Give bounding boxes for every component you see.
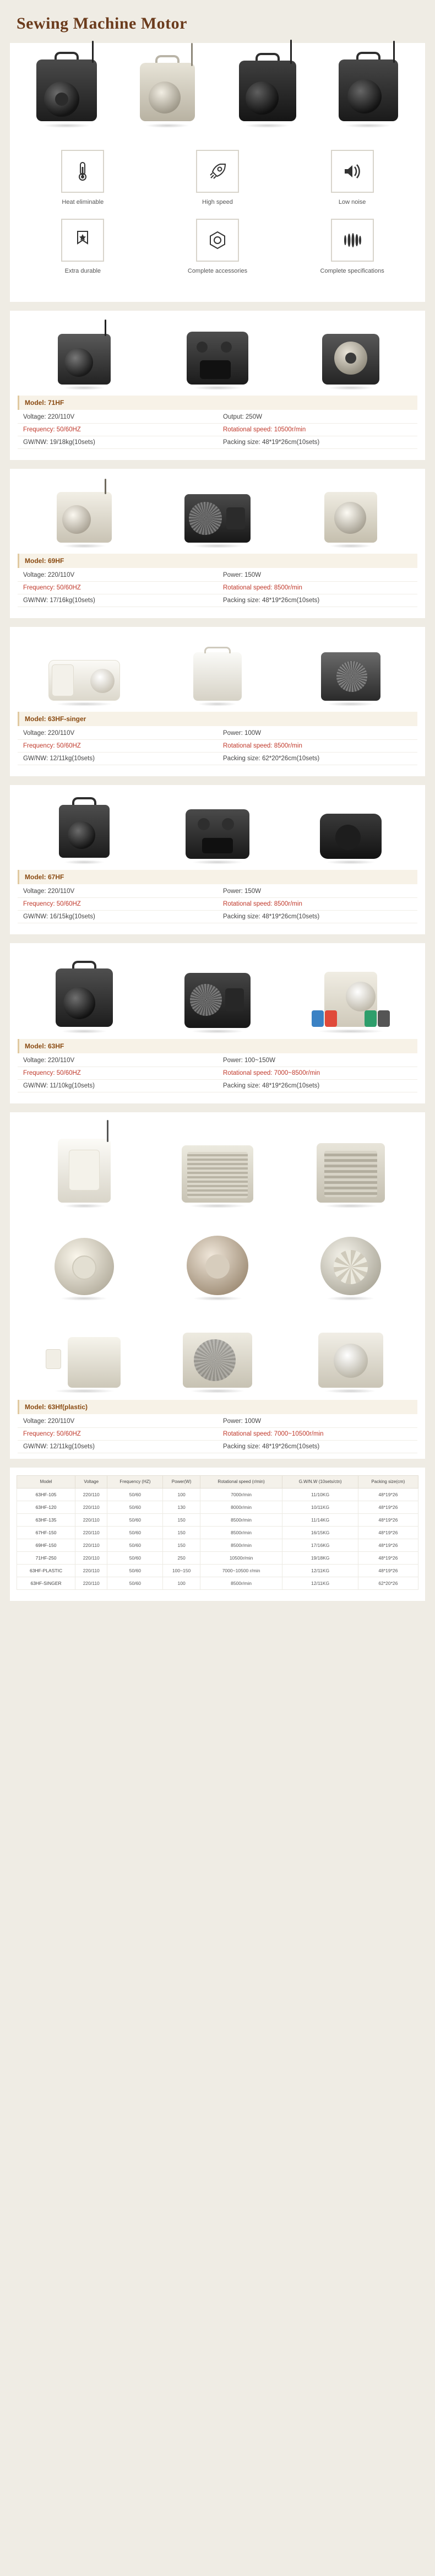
product-image xyxy=(168,795,267,861)
product-image xyxy=(160,1122,275,1205)
feature-label: High speed xyxy=(202,199,233,205)
spec-cell: Rotational speed: 8500r/min xyxy=(218,739,417,752)
spec-cell: Packing size: 48*19*26cm(10sets) xyxy=(218,1079,417,1092)
spec-cell: Packing size: 62*20*26cm(10sets) xyxy=(218,752,417,765)
spec-cell: Frequency: 50/60HZ xyxy=(18,897,218,910)
cell: 100 xyxy=(163,1577,200,1589)
product-image xyxy=(301,321,400,387)
feature-row-2 xyxy=(15,219,420,275)
product-image xyxy=(168,953,267,1030)
cell: 7000~10500 r/min xyxy=(200,1564,282,1577)
product-image xyxy=(26,1122,142,1205)
table-row xyxy=(18,1415,417,1428)
spec-cell: Power: 150W xyxy=(218,885,417,898)
page-header xyxy=(0,0,435,43)
product-image xyxy=(293,1307,409,1390)
spec-cell: Rotational speed: 8500r/min xyxy=(218,897,417,910)
cell: 48*19*26 xyxy=(358,1488,418,1501)
product-image xyxy=(35,637,134,703)
spec-cell: Voltage: 220/110V xyxy=(18,569,218,582)
cell: 50/60 xyxy=(107,1564,163,1577)
table-row xyxy=(18,897,417,910)
cell: 48*19*26 xyxy=(358,1551,418,1564)
hero-motor-1 xyxy=(25,53,108,125)
table-row xyxy=(18,739,417,752)
cell: 48*19*26 xyxy=(358,1539,418,1551)
spec-cell: Packing size: 48*19*26cm(10sets) xyxy=(218,1440,417,1453)
col-model: Model xyxy=(17,1475,75,1488)
table-row xyxy=(18,1054,417,1067)
hero-banner xyxy=(10,43,425,138)
spec-cell: Packing size: 48*19*26cm(10sets) xyxy=(218,594,417,607)
table-row xyxy=(18,569,417,582)
col-weight: G.W/N.W (10sets/ctn) xyxy=(282,1475,358,1488)
thermometer-icon xyxy=(61,150,104,193)
product-spec-table xyxy=(18,569,417,607)
table-row xyxy=(18,752,417,765)
spec-cell: Power: 100~150W xyxy=(218,1054,417,1067)
product-image xyxy=(35,953,134,1030)
gallery-row-2 xyxy=(18,1215,417,1297)
cell: 220/110 xyxy=(75,1513,107,1526)
col-power: Power(W) xyxy=(163,1475,200,1488)
cell: 220/110 xyxy=(75,1539,107,1551)
table-row xyxy=(18,1427,417,1440)
cell: 220/110 xyxy=(75,1551,107,1564)
feature-list xyxy=(10,138,425,302)
hero-motor-3 xyxy=(226,53,309,125)
spec-cell: Frequency: 50/60HZ xyxy=(18,423,218,436)
cell: 130 xyxy=(163,1501,200,1513)
cell: 7000r/min xyxy=(200,1488,282,1501)
product-image xyxy=(301,637,400,703)
cell: 48*19*26 xyxy=(358,1513,418,1526)
cell: 50/60 xyxy=(107,1551,163,1564)
product-images xyxy=(18,479,417,545)
table-row xyxy=(17,1488,418,1501)
table-row xyxy=(18,1079,417,1092)
product-image xyxy=(301,953,400,1030)
spec-cell: GW/NW: 11/10kg(10sets) xyxy=(18,1079,218,1092)
product-image xyxy=(293,1122,409,1205)
table-row xyxy=(18,910,417,923)
product-image xyxy=(26,1215,142,1297)
cell: 48*19*26 xyxy=(358,1501,418,1513)
cell: 8500r/min xyxy=(200,1513,282,1526)
cell: 10/11KG xyxy=(282,1501,358,1513)
table-row xyxy=(18,1440,417,1453)
cell: 11/14KG xyxy=(282,1513,358,1526)
product-model: Model: 69HF xyxy=(18,554,417,568)
table-row xyxy=(18,581,417,594)
cell: 10500r/min xyxy=(200,1551,282,1564)
spec-cell: Power: 150W xyxy=(218,569,417,582)
feature-label: Low noise xyxy=(338,199,366,205)
product-image xyxy=(35,795,134,861)
product-model: Model: 63Hf(plastic) xyxy=(18,1400,417,1414)
cell: 62*20*26 xyxy=(358,1577,418,1589)
product-spec-table xyxy=(18,1415,417,1453)
product-block-63hf-plastic xyxy=(10,1112,425,1459)
table-row xyxy=(17,1539,418,1551)
cell: 220/110 xyxy=(75,1488,107,1501)
product-block-69hf xyxy=(10,469,425,618)
speaker-mute-icon xyxy=(331,150,374,193)
spec-cell: Voltage: 220/110V xyxy=(18,1054,218,1067)
col-packing-size: Packing size(cm) xyxy=(358,1475,418,1488)
table-row xyxy=(18,727,417,740)
feature-label: Complete specifications xyxy=(320,267,384,274)
cell: 48*19*26 xyxy=(358,1564,418,1577)
waveform-icon xyxy=(331,219,374,262)
cell: 250 xyxy=(163,1551,200,1564)
feature-complete-specifications xyxy=(303,219,402,275)
spec-cell: GW/NW: 16/15kg(10sets) xyxy=(18,910,218,923)
product-model: Model: 71HF xyxy=(18,396,417,410)
product-spec-table xyxy=(18,1054,417,1092)
cell: 100 xyxy=(163,1488,200,1501)
table-row xyxy=(18,885,417,898)
cell: 50/60 xyxy=(107,1488,163,1501)
feature-extra-durable xyxy=(33,219,132,275)
table-header-row xyxy=(17,1475,418,1488)
cell: 8500r/min xyxy=(200,1539,282,1551)
gallery-row-1 xyxy=(18,1122,417,1205)
spec-cell: Voltage: 220/110V xyxy=(18,1415,218,1428)
product-images xyxy=(18,795,417,861)
product-block-63hf xyxy=(10,943,425,1103)
specification-table-wrap xyxy=(10,1468,425,1601)
cell: 67HF-150 xyxy=(17,1526,75,1539)
spec-cell: Voltage: 220/110V xyxy=(18,411,218,424)
hero-motor-4 xyxy=(327,53,410,125)
spec-cell: Frequency: 50/60HZ xyxy=(18,1067,218,1079)
product-spec-table xyxy=(18,885,417,923)
cell: 150 xyxy=(163,1539,200,1551)
nut-bolt-icon xyxy=(196,219,239,262)
cell: 8500r/min xyxy=(200,1577,282,1589)
cell: 11/10KG xyxy=(282,1488,358,1501)
cell: 63HF-105 xyxy=(17,1488,75,1501)
product-image xyxy=(26,1307,142,1390)
cell: 63HF-135 xyxy=(17,1513,75,1526)
product-image xyxy=(301,795,400,861)
table-row xyxy=(17,1513,418,1526)
spec-cell: GW/NW: 19/18kg(10sets) xyxy=(18,436,218,448)
cell: 50/60 xyxy=(107,1577,163,1589)
spec-cell: Packing size: 48*19*26cm(10sets) xyxy=(218,436,417,448)
cell: 8000r/min xyxy=(200,1501,282,1513)
feature-row-1 xyxy=(15,150,420,207)
product-image xyxy=(293,1215,409,1297)
table-row xyxy=(18,594,417,607)
spec-cell: Frequency: 50/60HZ xyxy=(18,739,218,752)
cell: 8500r/min xyxy=(200,1526,282,1539)
gallery-row-3 xyxy=(18,1307,417,1390)
cell: 17/16KG xyxy=(282,1539,358,1551)
cell: 48*19*26 xyxy=(358,1526,418,1539)
cell: 220/110 xyxy=(75,1526,107,1539)
page-title: Sewing Machine Motor xyxy=(17,14,187,33)
feature-complete-accessories xyxy=(168,219,267,275)
product-images xyxy=(18,953,417,1030)
spec-cell: Frequency: 50/60HZ xyxy=(18,1427,218,1440)
spec-cell: GW/NW: 12/11kg(10sets) xyxy=(18,752,218,765)
product-image xyxy=(160,1215,275,1297)
spec-cell: Voltage: 220/110V xyxy=(18,727,218,740)
spec-cell: Rotational speed: 7000~10500r/min xyxy=(218,1427,417,1440)
spec-cell: Rotational speed: 7000~8500r/min xyxy=(218,1067,417,1079)
cell: 12/11KG xyxy=(282,1564,358,1577)
cell: 71HF-250 xyxy=(17,1551,75,1564)
product-block-67hf xyxy=(10,785,425,934)
feature-high-speed xyxy=(168,150,267,207)
feature-label: Complete accessories xyxy=(187,267,248,274)
cell: 100~150 xyxy=(163,1564,200,1577)
product-image xyxy=(35,321,134,387)
feature-label: Extra durable xyxy=(64,267,101,274)
product-image xyxy=(301,479,400,545)
table-row xyxy=(18,1067,417,1079)
product-model: Model: 67HF xyxy=(18,870,417,884)
cell: 63HF-SINGER xyxy=(17,1577,75,1589)
spec-cell: GW/NW: 12/11kg(10sets) xyxy=(18,1440,218,1453)
spec-cell: Output: 250W xyxy=(218,411,417,424)
cell: 63HF-PLASTIC xyxy=(17,1564,75,1577)
cell: 50/60 xyxy=(107,1526,163,1539)
spec-cell: Rotational speed: 8500r/min xyxy=(218,581,417,594)
product-model: Model: 63HF-singer xyxy=(18,712,417,726)
product-image xyxy=(168,321,267,387)
spec-cell: GW/NW: 17/16kg(10sets) xyxy=(18,594,218,607)
cell: 50/60 xyxy=(107,1501,163,1513)
table-row xyxy=(18,423,417,436)
spec-cell: Power: 100W xyxy=(218,727,417,740)
spec-cell: Rotational speed: 10500r/min xyxy=(218,423,417,436)
product-images xyxy=(18,637,417,703)
cell: 19/18KG xyxy=(282,1551,358,1564)
spec-cell: Frequency: 50/60HZ xyxy=(18,581,218,594)
spec-cell: Voltage: 220/110V xyxy=(18,885,218,898)
table-row xyxy=(17,1577,418,1589)
cell: 16/15KG xyxy=(282,1526,358,1539)
cell: 220/110 xyxy=(75,1501,107,1513)
product-spec-table xyxy=(18,727,417,765)
feature-label: Heat eliminable xyxy=(62,199,104,205)
cell: 150 xyxy=(163,1513,200,1526)
product-block-71hf xyxy=(10,311,425,460)
table-row xyxy=(17,1551,418,1564)
table-row xyxy=(17,1564,418,1577)
product-image xyxy=(168,479,267,545)
rocket-icon xyxy=(196,150,239,193)
cell: 220/110 xyxy=(75,1577,107,1589)
cell: 63HF-120 xyxy=(17,1501,75,1513)
product-image xyxy=(160,1307,275,1390)
specification-table xyxy=(17,1475,418,1590)
cell: 50/60 xyxy=(107,1513,163,1526)
col-frequency: Frequency (HZ) xyxy=(107,1475,163,1488)
feature-low-noise xyxy=(303,150,402,207)
feature-heat-eliminable xyxy=(33,150,132,207)
cell: 50/60 xyxy=(107,1539,163,1551)
cell: 69HF-150 xyxy=(17,1539,75,1551)
spec-cell: Packing size: 48*19*26cm(10sets) xyxy=(218,910,417,923)
medal-icon xyxy=(61,219,104,262)
col-voltage: Voltage xyxy=(75,1475,107,1488)
cell: 150 xyxy=(163,1526,200,1539)
table-row xyxy=(18,411,417,424)
col-rotational-speed: Rotational speed (r/min) xyxy=(200,1475,282,1488)
cell: 220/110 xyxy=(75,1564,107,1577)
table-row xyxy=(18,436,417,448)
product-images xyxy=(18,321,417,387)
hero-motor-2 xyxy=(126,53,209,125)
spec-cell: Power: 100W xyxy=(218,1415,417,1428)
table-row xyxy=(17,1526,418,1539)
table-row xyxy=(17,1501,418,1513)
product-spec-table xyxy=(18,411,417,449)
product-block-63hf-singer xyxy=(10,627,425,776)
cell: 12/11KG xyxy=(282,1577,358,1589)
product-model: Model: 63HF xyxy=(18,1039,417,1053)
product-image xyxy=(35,479,134,545)
product-image xyxy=(168,637,267,703)
